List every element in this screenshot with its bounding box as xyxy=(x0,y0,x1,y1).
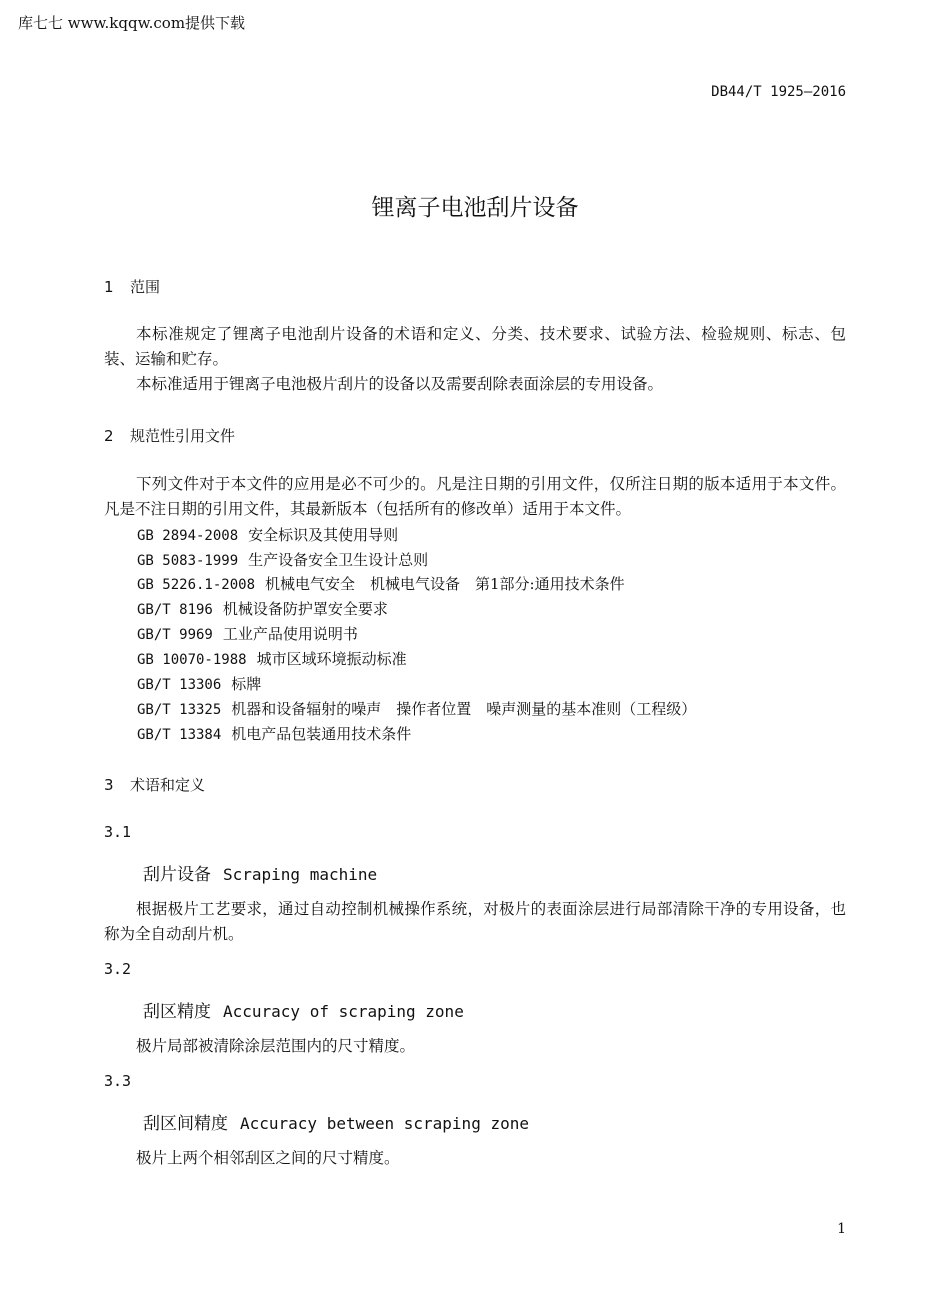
reference-code: GB/T 13325 xyxy=(137,702,222,718)
reference-code: GB/T 9969 xyxy=(137,627,213,643)
reference-code: GB 5226.1-2008 xyxy=(137,577,256,593)
reference-title: 机器和设备辐射的噪声 操作者位置 噪声测量的基本准则（工程级） xyxy=(231,700,697,718)
section-1-heading xyxy=(104,276,160,297)
section-1-paragraph-1: 本标准规定了锂离子电池刮片设备的术语和定义、分类、技术要求、试验方法、检验规则、标志、包装、运输和贮存。 xyxy=(104,325,846,368)
term-en: Accuracy between scraping zone xyxy=(240,1114,529,1133)
reference-title: 标牌 xyxy=(231,675,262,693)
term-heading xyxy=(143,860,377,885)
reference-item xyxy=(137,573,625,594)
section-1-paragraph-2: 本标准适用于锂离子电池极片刮片的设备以及需要刮除表面涂层的专用设备。 xyxy=(136,375,664,393)
reference-item xyxy=(137,648,407,669)
reference-title: 机电产品包装通用技术条件 xyxy=(231,725,412,743)
term-definition: 极片上两个相邻刮区之间的尺寸精度。 xyxy=(136,1149,400,1167)
section-number: 3 xyxy=(104,776,114,794)
section-3-heading xyxy=(104,774,205,795)
reference-title: 安全标识及其使用导则 xyxy=(248,526,399,544)
term-zh: 刮区间精度 xyxy=(143,1114,228,1134)
reference-item xyxy=(137,698,696,719)
section-2-heading xyxy=(104,425,235,446)
reference-code: GB/T 13306 xyxy=(137,677,222,693)
reference-code: GB/T 13384 xyxy=(137,727,222,743)
section-title: 规范性引用文件 xyxy=(130,427,236,445)
reference-item xyxy=(137,673,261,694)
section-number: 2 xyxy=(104,427,114,445)
page-title: 锂离子电池刮片设备 xyxy=(371,195,579,221)
reference-title: 机械电气安全 机械电气设备 第1部分:通用技术条件 xyxy=(265,575,625,593)
term-en: Accuracy of scraping zone xyxy=(223,1002,464,1021)
section-number: 1 xyxy=(104,278,114,296)
section-2-paragraph: 下列文件对于本文件的应用是必不可少的。凡是注日期的引用文件，仅所注日期的版本适用于本文件。凡是不注日期的引用文件，其最新版本（包括所有的修改单）适用于本文件。 xyxy=(104,475,846,518)
term-definition: 极片局部被清除涂层范围内的尺寸精度。 xyxy=(136,1037,416,1055)
section-title: 范围 xyxy=(130,278,161,296)
reference-code: GB 2894-2008 xyxy=(137,528,239,544)
clause-number: 3.1 xyxy=(104,823,132,841)
term-en: Scraping machine xyxy=(223,865,378,884)
reference-item xyxy=(137,549,428,570)
reference-title: 机械设备防护罩安全要求 xyxy=(222,600,388,618)
term-heading xyxy=(143,997,464,1022)
page-number: 1 xyxy=(837,1221,846,1237)
clause-number: 3.2 xyxy=(104,960,132,978)
term-zh: 刮片设备 xyxy=(143,865,211,885)
reference-item xyxy=(137,623,358,644)
reference-title: 工业产品使用说明书 xyxy=(222,625,358,643)
reference-title: 城市区域环境振动标准 xyxy=(256,650,407,668)
reference-title: 生产设备安全卫生设计总则 xyxy=(248,551,429,569)
term-definition: 根据极片工艺要求，通过自动控制机械操作系统，对极片的表面涂层进行局部清除干净的专用设备，也称为全自动刮片机。 xyxy=(104,900,846,943)
reference-code: GB 5083-1999 xyxy=(137,553,239,569)
reference-item xyxy=(137,723,411,744)
document-number: DB44/T 1925—2016 xyxy=(711,84,846,100)
reference-item xyxy=(137,598,388,619)
watermark: 库七七 www.kqqw.com提供下载 xyxy=(18,14,246,32)
reference-code: GB/T 8196 xyxy=(137,602,213,618)
section-title: 术语和定义 xyxy=(130,776,206,794)
reference-code: GB 10070-1988 xyxy=(137,652,247,668)
reference-item xyxy=(137,524,398,545)
clause-number: 3.3 xyxy=(104,1072,132,1090)
term-heading xyxy=(143,1109,529,1134)
term-zh: 刮区精度 xyxy=(143,1002,211,1022)
